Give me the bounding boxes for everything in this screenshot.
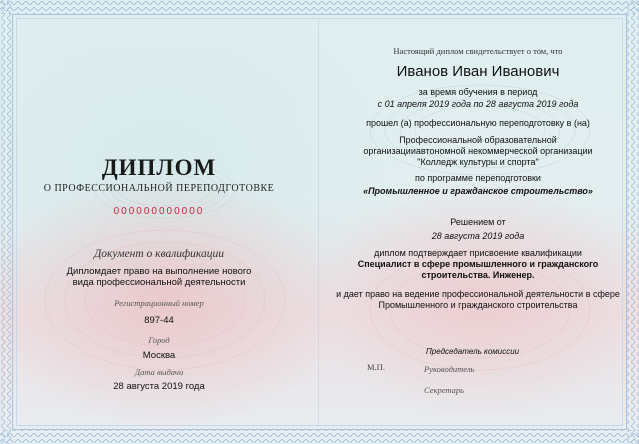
qualification-line-2: строительства. Инженер.	[421, 270, 535, 280]
intro-text: Настоящий диплом свидетельствует о том, что	[393, 46, 563, 56]
serial-number: 000000000000	[113, 206, 205, 217]
decision-label: Решением от	[450, 217, 506, 227]
program-label: по программе переподготовки	[415, 173, 541, 183]
holder-name: Иванов Иван Иванович	[396, 63, 560, 80]
program-value: «Промышленное и гражданское строительство»	[363, 186, 593, 196]
confirms-text: диплом подтверждает присвоение квалификации	[374, 248, 582, 258]
period-value: с 01 апреля 2019 года по 28 августа 2019 года	[377, 99, 579, 109]
diploma-subtitle: О ПРОФЕССИОНАЛЬНОЙ ПЕРЕПОДГОТОВКЕ	[43, 183, 275, 194]
commission-chair-label: Председатель комиссии	[426, 347, 520, 356]
decision-date: 28 августа 2019 года	[431, 231, 525, 241]
issue-date-label: Дата выдачи	[134, 367, 184, 377]
organization-line-2: организацииавтономной некоммерческой организации	[363, 146, 593, 156]
organization-line-3: "Колледж культуры и спорта"	[417, 157, 539, 167]
reg-number-label: Регистрационный номер	[114, 298, 204, 308]
organization-line-1: Профессиональной образовательной	[399, 135, 557, 145]
rights-line-2: Промышленного и гражданского строительства	[378, 300, 578, 310]
period-label: за время обучения в период	[418, 87, 538, 97]
document-text: Дипломдает право на выполнение нового вида профессиональной деятельности	[66, 266, 252, 288]
rights-line-1: и дает право на ведение профессиональной деятельности в сфере	[336, 289, 620, 299]
document-heading: Документ о квалификации	[93, 248, 225, 260]
city-value: Москва	[142, 350, 176, 361]
page-fold	[318, 18, 319, 426]
passed-text: прошел (а) профессиональную переподготовку в (на)	[366, 118, 590, 128]
qualification-line-1: Специалист в сфере промышленного и гражданского	[357, 259, 599, 269]
city-label: Город	[148, 335, 170, 345]
diploma-title: ДИПЛОМ	[101, 155, 217, 180]
secretary-signature-label: Секретарь	[424, 385, 464, 395]
seal-place-label: М.П.	[367, 362, 385, 372]
reg-number-value: 897-44	[144, 315, 174, 326]
head-signature-label: Руководитель	[424, 364, 475, 374]
issue-date-value: 28 августа 2019 года	[113, 381, 205, 392]
